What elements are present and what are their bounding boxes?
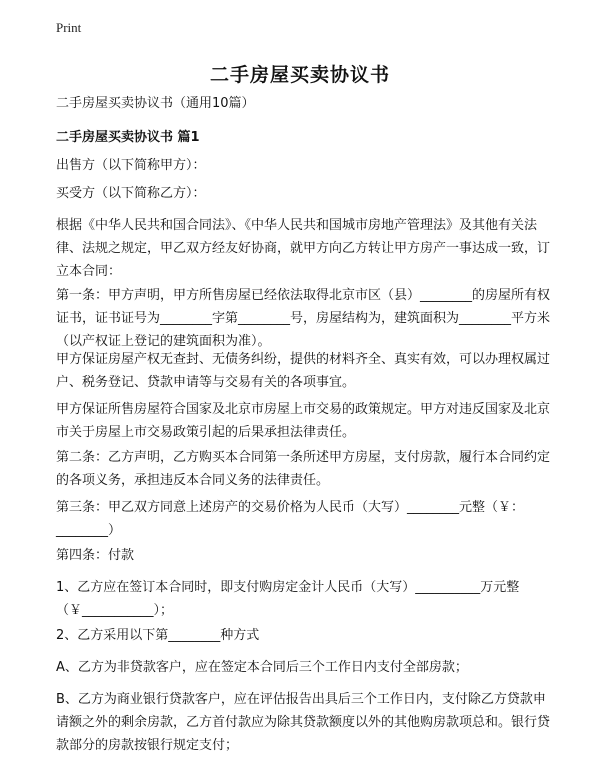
paragraph-article-4: 第四条：付款 — [56, 548, 135, 563]
paragraph-option-b: B、乙方为商业银行贷款客户，应在评估报告出具后三个工作日内，支付除乙方贷款申请额之外的剩余房款，乙方首付款应为除其贷款额度以外的其他购房款项总和。银行贷款部分的房款按银行规定支付； — [56, 692, 551, 753]
print-link[interactable]: Print — [56, 20, 82, 35]
paragraph-preamble: 根据《中华人民共和国合同法》、《中华人民共和国城市房地产管理法》及其他有关法律、法规之规定，甲乙双方经友好协商，就甲方向乙方转让甲方房产一事达成一致，订立本合同： — [56, 218, 551, 279]
paragraph-guarantee-1: 甲方保证房屋产权无查封、无债务纠纷，提供的材料齐全、真实有效，可以办理权属过户、税务登记、贷款申请等与交易有关的各项事宜。 — [56, 352, 551, 390]
paragraph-buyer: 买受方（以下简称乙方）： — [56, 186, 206, 201]
paragraph-article-1: 第一条：甲方声明，甲方所售房屋已经依法取得北京市区（县）________的房屋所有权证书，证书证号为________字第________号，房屋结构为，建筑面积为________平方米（以产权证上登记的建筑面积为准）。 — [56, 288, 551, 349]
paragraph-seller: 出售方（以下简称甲方）： — [56, 158, 206, 173]
section-heading: 二手房屋买卖协议书 篇1 — [56, 130, 200, 145]
paragraph-payment-2: 2、乙方采用以下第________种方式 — [56, 628, 260, 643]
paragraph-payment-1: 1、乙方应在签订本合同时，即支付购房定金计人民币（大写）__________万元整（￥___________）； — [56, 580, 520, 618]
subtitle: 二手房屋买卖协议书（通用10篇） — [56, 96, 255, 111]
paragraph-article-2: 第二条：乙方声明，乙方购买本合同第一条所述甲方房屋，支付房款，履行本合同约定的各项义务，承担违反本合同义务的法律责任。 — [56, 450, 551, 488]
document-title: 二手房屋买卖协议书 — [209, 64, 390, 86]
paragraph-option-a: A、乙方为非贷款客户，应在签定本合同后三个工作日内支付全部房款； — [56, 660, 468, 675]
paragraph-article-3: 第三条：甲乙双方同意上述房产的交易价格为人民币（大写）________元整（￥：________） — [56, 500, 525, 538]
paragraph-guarantee-2: 甲方保证所售房屋符合国家及北京市房屋上市交易的政策规定。甲方对违反国家及北京市关于房屋上市交易政策引起的后果承担法律责任。 — [56, 402, 551, 440]
